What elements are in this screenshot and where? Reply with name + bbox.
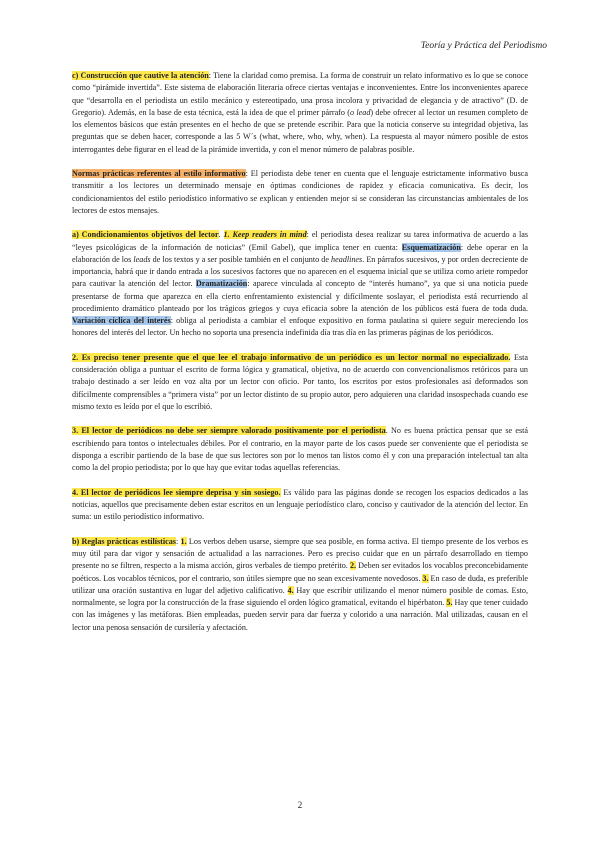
highlighted-text: 2.	[349, 561, 357, 571]
highlighted-text: 4. El lector de periódicos lee siempre deprisa y sin sosiego.	[72, 487, 281, 497]
highlighted-text: 1. Keep readers in mind	[223, 230, 307, 240]
highlighted-text: 5.	[446, 598, 453, 608]
text-run: de los textos y a ser posible también en el conjunto de	[150, 254, 332, 264]
text-run: Los verbos deben usarse, siempre que sea posible, en forma activa. El tiempo presente de los verbos es muy útil para dar vigor y sensación de actualidad a las narraciones. Pero es preciso cuidar que en un párrafo desarrollado en tiempo presente no se filtren, respecto a la misma acción, giros verbales de tiempo pretérito.	[72, 536, 528, 571]
paragraph-lector-normal	[72, 352, 528, 413]
highlighted-text: Esquematización	[401, 242, 461, 252]
document-body	[72, 70, 528, 646]
text-run: En caso de duda, es preferible utilizar una oración sustantiva en lugar del adjetivo calificativo.	[72, 573, 529, 595]
highlighted-text: 2. Es preciso tener presente que el que lee el trabajo informativo de un periódico es un lector normal no especializado.	[72, 352, 511, 362]
highlighted-text: b) Reglas prácticas estilísticas	[72, 536, 176, 546]
page-number: 2	[297, 800, 303, 810]
paragraph-lector-deprisa	[72, 487, 528, 524]
paragraph-normas-practicas	[72, 168, 528, 217]
text-run: : el periodista desea realizar su tarea informativa de acuerdo a las “leyes psicológicas de la información de noticias” (Emil Gabel), que implica tener en cuenta:	[72, 230, 529, 252]
highlighted-text: headlines	[331, 254, 363, 264]
paragraph-condicionamientos	[72, 229, 528, 339]
highlighted-text: Dramatización	[195, 279, 248, 289]
text-run: Hay que escribir utilizando el menor número posible de comas. Esto, normalmente, se logra por la construcción de la frase siguiendo el orden lógico gramatical, evitando el hipérbaton.	[72, 585, 529, 608]
highlighted-text: Variación cíclica del interés	[72, 316, 171, 326]
paragraph-construccion	[72, 70, 528, 156]
text-run: .	[218, 230, 224, 240]
text-run: Hay que tener cuidado con las imágenes y las metáforas. Bien empleadas, pueden servir para dar fuerza y colorido a una narración. Mal utilizadas, causan en el lector una penosa sensación de cursilería y afectación.	[72, 598, 528, 632]
paragraph-lector-valorado	[72, 425, 528, 474]
page-header: Teoría y Práctica del Periodismo	[420, 41, 547, 51]
highlighted-text: leads	[133, 254, 151, 264]
text-run: Esta consideración obliga a puntuar el escrito de forma lógica y gramatical, objetiva, no de acuerdo con convencionalismos retóricos para un trabajo destinado a ser leído en voz alta por un lector con oficio. Por tanto, los escritos por estos profesionales así deformados son difícilmente comprensibles a “primera vista” por un lector distinto de su propio autor, pero adquieren una claridad insospechada cuando ese mismo texto es leído por el que lo escribió.	[72, 352, 528, 411]
text-run: ) debe ofrecer al lector un resumen completo de los elementos básicos que están presentes en el hecho de que se pretende escribir. Para que la noticia conserve su integridad objetiva, las preguntas que se deben hacer, corresponde a las 5 W´s (what, where, who, why, when). La respuesta al mayor número posible de estos interrogantes debe figurar en el lead de la pirámide invertida, y con el menor número de palabras posible.	[72, 107, 528, 154]
text-run: . En párrafos sucesivos, y por orden decreciente de importancia, habrá que ir dando entrada a los sucesivos factores que no aparecen en el esquema inicial que se utiliza como ariete rompedor para cautivar la atención del lector.	[72, 254, 529, 289]
text-run: Deben ser evitados los vocablos preconcebidamente poéticos. Los vocablos técnicos, por el contrario, son útiles siempre que no sean excesivamente novedosos.	[72, 561, 528, 583]
highlighted-text: a) Condicionamientos objetivos del lector	[72, 230, 219, 240]
paragraph-reglas-estilisticas	[72, 536, 528, 634]
text-run: : Tiene la claridad como premisa. La forma de construir un relato informativo es lo que se conoce como “pirámide invertida”. Este sistema de elaboración literaria ofrece ciertas ventajas e inconvenientes. Entre los inconvenientes aparece que “desarrolla en el periodista un estilo mecánico y estereotipado, una prosa incolora y privacidad de elegancia y de atractivo” (D. de Gregorio). Además, en la base de esta técnica, está la idea de que el primer párrafo (	[72, 71, 528, 117]
text-run: . No es buena práctica pensar que se está escribiendo para tontos o intelectuales débiles. Por el contrario, en la mayor parte de los casos puede ser conveniente que el periodista se disponga a escribir partiendo de la base de que sus lectores son por lo menos tan listos como él y con una preparación intelectual tan alta como la del propio periodista; por lo que hay que evitar todas aquellas referencias.	[72, 426, 528, 473]
text-run: : debe operar en la elaboración de los	[72, 242, 528, 264]
text-run: : aparece vinculada al concepto de “interés humano”, ya que si una noticia puede presentarse de forma que aparezca en ella cierto enfrentamiento existencial y difícilmente soslayar, el periodista está recurriendo al procedimiento dramático planteado por los trágicos griegos y cuya eficacia sobre la atención de los públicos está fuera de toda duda.	[72, 279, 528, 313]
text-run: : obliga al periodista a cambiar el enfoque expositivo en forma paulatina si quiere seguir mereciendo los honores del interés del lector. Un hecho no soporta una presencia indefinida día tras día en las primeras páginas de los periódicos.	[72, 316, 528, 338]
highlighted-text: 1.	[180, 536, 187, 546]
highlighted-text: 3.	[422, 573, 429, 583]
text-run: :	[175, 536, 181, 546]
highlighted-text: c) Construcción que cautive la atención	[72, 71, 209, 80]
text-run: Es válido para las páginas donde se recogen los espacios dedicados a las noticias, aquellos que precisamente deben estar escritos en un lenguaje periodístico claro, conciso y cautivador de la atención del lector. En suma: un estilo periodístico informativo.	[72, 487, 528, 522]
highlighted-text: Normas prácticas referentes al estilo informativo	[72, 169, 246, 179]
highlighted-text: o lead	[350, 107, 371, 117]
text-run: : El periodista debe tener en cuenta que el lenguaje estrictamente informativo busca transmitir a los lectores un determinado mensaje en óptimas condiciones de rapidez y eficacia comunicativa. Es decir, los condicionamientos del estilo periodístico informativo se explican y entienden mejor si se consideran las circunstancias ambientales de los lectores de estos mensajes.	[72, 169, 528, 215]
highlighted-text: 3. El lector de periódicos no debe ser siempre valorado positivamente por el periodista	[72, 426, 386, 436]
highlighted-text: 4.	[287, 585, 294, 595]
